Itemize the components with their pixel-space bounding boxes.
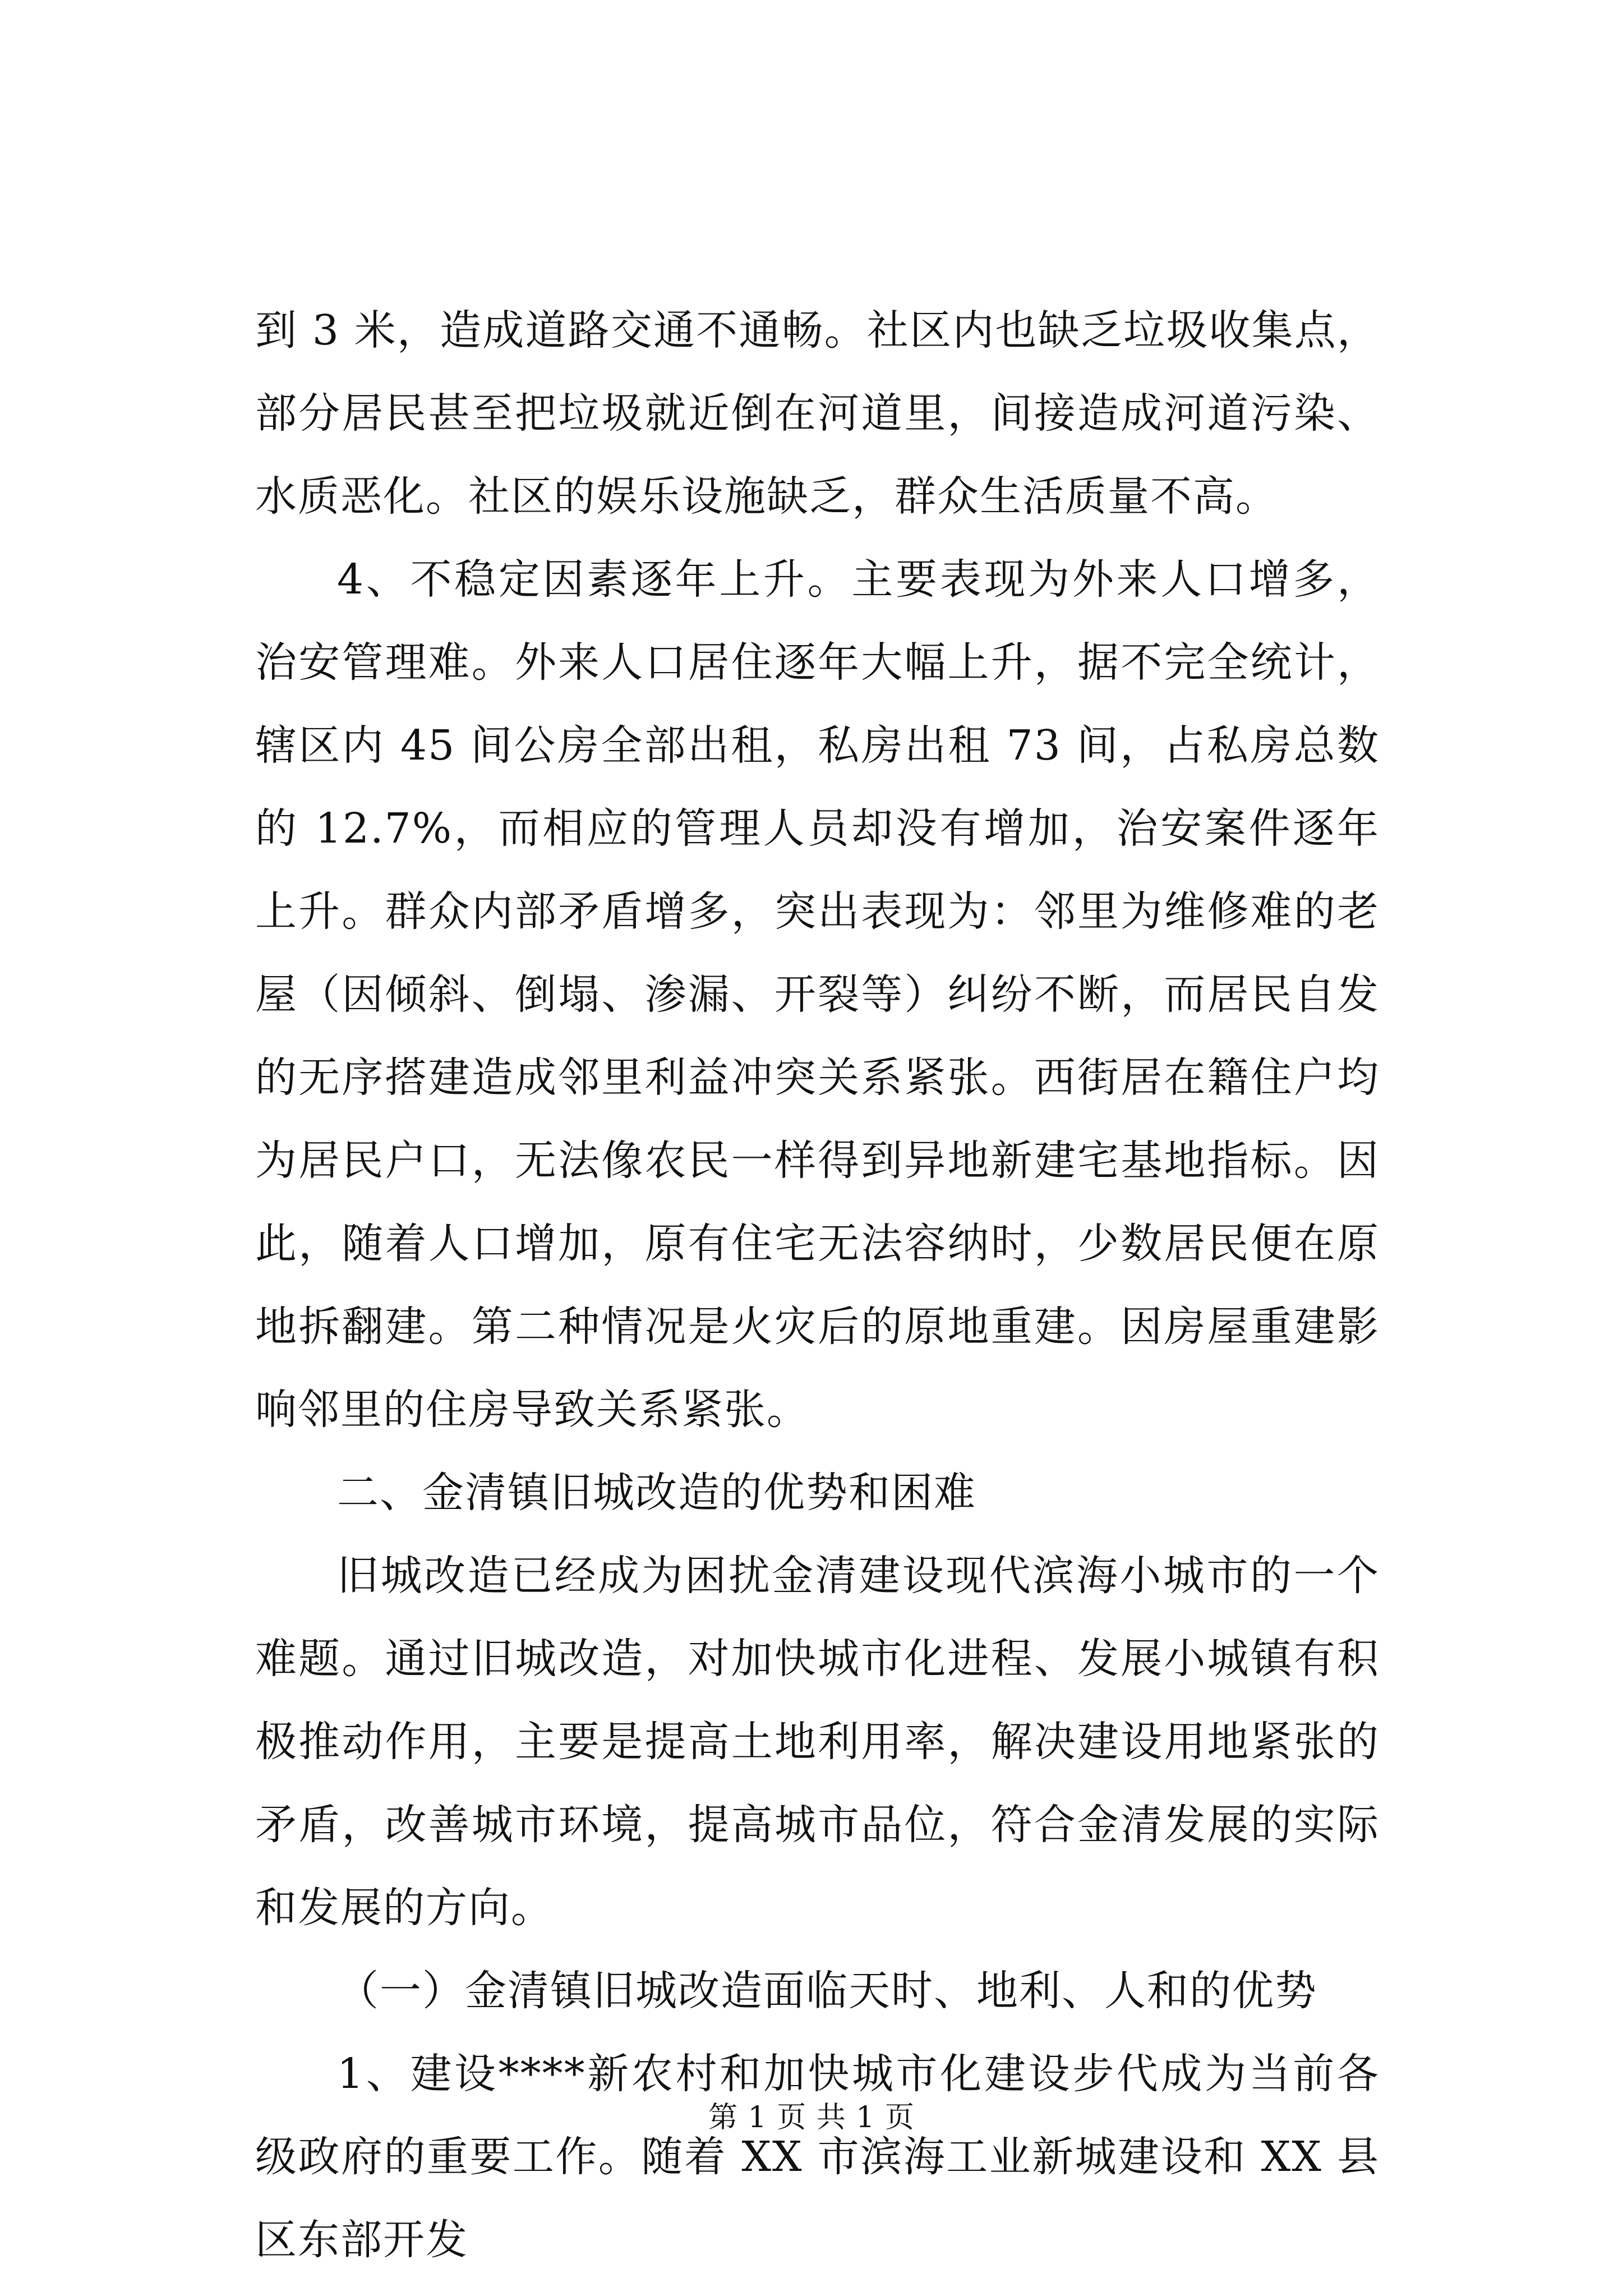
paragraph-section-intro: 旧城改造已经成为困扰金清建设现代滨海小城市的一个难题。通过旧城改造，对加快城市化进程、发展小城镇有积极推动作用，主要是提高土地利用率，解决建设用地紧张的矛盾，改善城市环境，提高城市品位，符合金清发展的实际和发展的方向。 xyxy=(255,1552,1380,1932)
document-body xyxy=(255,289,1380,2281)
paragraph-point-4: 4、不稳定因素逐年上升。主要表现为外来人口增多，治安管理难。外来人口居住逐年大幅上升，据不完全统计，辖区内 45 间公房全部出租，私房出租 73 间，占私房总数的 12.7%，而相应的管理人员却没有增加，治安案件逐年上升。群众内部矛盾增多，突出表现为：邻里为维修难的老屋（因倾斜、倒塌、渗漏、开裂等）纠纷不断，而居民自发的无序搭建造成邻里利益冲突关系紧张。西街居在籍住户均为居民户口，无法像农民一样得到异地新建宅基地指标。因此，随着人口增加，原有住宅无法容纳时，少数居民便在原地拆翻建。第二种情况是火灾后的原地重建。因房屋重建影响邻里的住房导致关系紧张。 xyxy=(255,555,1380,1434)
subsection-heading-1: （一）金清镇旧城改造面临天时、地利、人和的优势 xyxy=(337,1967,1317,2015)
section-heading-2: 二、金清镇旧城改造的优势和困难 xyxy=(337,1469,976,1517)
page-footer: 第 1 页 共 1 页 xyxy=(708,2101,915,2134)
paragraph-point-1: 1、建设****新农村和加快城市化建设步代成为当前各级政府的重要工作。随着 XX 市滨海工业新城建设和 XX 县区东部开发 xyxy=(255,2050,1380,2264)
paragraph-continuation: 到 3 米，造成道路交通不通畅。社区内也缺乏垃圾收集点，部分居民甚至把垃圾就近倒在河道里，间接造成河道污染、水质恶化。社区的娱乐设施缺乏，群众生活质量不高。 xyxy=(255,306,1380,521)
